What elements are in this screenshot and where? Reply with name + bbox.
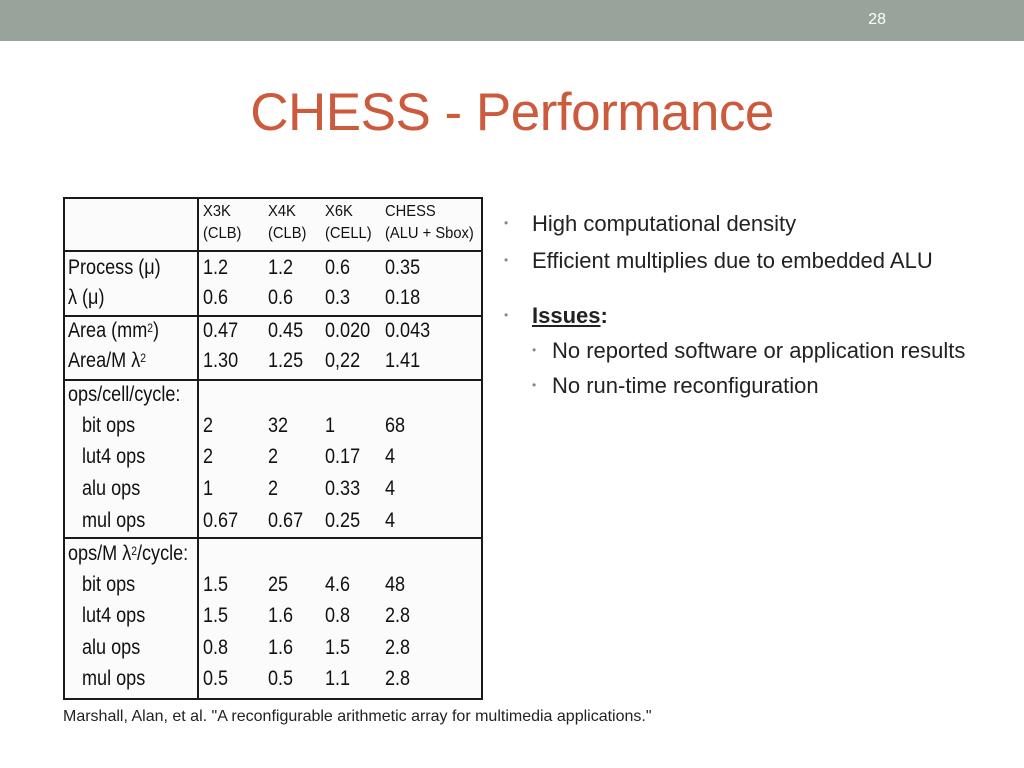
table-cell: 0.67 (203, 509, 239, 532)
table-row-label: mul ops (82, 667, 146, 690)
citation: Marshall, Alan, et al. "A reconfigurable arithmetic array for multimedia applications." (63, 708, 652, 725)
table-cell: 0.3 (325, 286, 351, 309)
table-cell: 25 (268, 573, 289, 596)
table-cell: 1.41 (385, 349, 421, 372)
table-cell: 1 (325, 414, 336, 437)
table-row-label: lut4 ops (82, 445, 146, 468)
table-cell: 1.6 (268, 604, 294, 627)
performance-table (63, 197, 483, 700)
table-cell: 1.2 (203, 256, 229, 279)
table-cell: 1.5 (325, 636, 351, 659)
table-cell: 1.30 (203, 349, 239, 372)
bullet-item (500, 208, 980, 239)
table-cell: 0.47 (203, 319, 239, 342)
table-cell: 0.67 (268, 509, 304, 532)
table-cell: 0.8 (203, 636, 229, 659)
table-cell: 2 (203, 414, 214, 437)
table-section-label: ops/M $\lambda^2$/cycle: (68, 542, 189, 565)
table-header-cell: X3K (203, 203, 231, 220)
table-row-label: mul ops (82, 509, 146, 532)
table-cell: 4.6 (325, 573, 351, 596)
table-cell: 0.8 (325, 604, 351, 627)
table-row-label: bit ops (82, 414, 136, 437)
issues-heading: Issues (532, 303, 601, 328)
table-cell: 1.6 (268, 636, 294, 659)
table-cell: 1.5 (203, 573, 229, 596)
bullet-text: Efficient multiplies due to embedded ALU (532, 248, 933, 273)
table-header-cell: X6K (325, 203, 353, 220)
table-cell: 2 (268, 477, 279, 500)
table-cell: 48 (385, 573, 406, 596)
sub-bullet-item (500, 370, 980, 401)
sub-bullet-item (500, 335, 980, 366)
table-cell: 0.6 (268, 286, 294, 309)
table-cell: 4 (385, 445, 396, 468)
table-cell: 0.5 (268, 667, 294, 690)
table-section-label: ops/cell/cycle: (68, 383, 181, 406)
bullet-dot-icon: • (532, 378, 537, 392)
issues-colon: : (600, 303, 608, 328)
table-cell: 0.043 (385, 319, 431, 342)
table-header-cell: CHESS (385, 203, 436, 220)
sub-bullet-text: No reported software or application results (552, 338, 966, 363)
table-header-cell: (ALU + Sbox) (385, 225, 474, 242)
table-cell: 1.5 (203, 604, 229, 627)
table-cell: 0.020 (325, 319, 371, 342)
bullet-list (500, 208, 980, 401)
table-cell: 0.25 (325, 509, 361, 532)
table-cell: 1.2 (268, 256, 294, 279)
bullet-dot-icon: • (532, 343, 537, 357)
table-header-cell: (CELL) (325, 225, 372, 242)
table-cell: 1.25 (268, 349, 304, 372)
bullet-item-issues (500, 300, 980, 331)
table-cell: 1 (203, 477, 214, 500)
table-cell: 2.8 (385, 636, 411, 659)
table-row-label: alu ops (82, 477, 141, 500)
table-row-label: bit ops (82, 573, 136, 596)
bullet-item (500, 245, 980, 276)
table-row-label: alu ops (82, 636, 141, 659)
table-cell: 0.6 (325, 256, 351, 279)
table-row-label: λ (μ) (68, 286, 105, 309)
table-cell: 0.45 (268, 319, 304, 342)
table-row-label: Process (μ) (68, 256, 161, 279)
table-cell: 2.8 (385, 667, 411, 690)
bullet-dot-icon: • (504, 253, 509, 267)
table-cell: 0.35 (385, 256, 421, 279)
table-header-cell: X4K (268, 203, 296, 220)
slide-number: 28 (868, 11, 886, 28)
table-cell: 0.17 (325, 445, 361, 468)
table-cell: 0.33 (325, 477, 361, 500)
sub-bullet-text: No run-time reconfiguration (552, 373, 819, 398)
bullet-dot-icon: • (504, 216, 509, 230)
bullet-text: High computational density (532, 211, 797, 236)
slide-title: CHESS - Performance (250, 83, 774, 142)
table-cell: 4 (385, 509, 396, 532)
table-cell: 0,22 (325, 349, 361, 372)
table-cell: 0.5 (203, 667, 229, 690)
table-header-cell: (CLB) (268, 225, 307, 242)
table-cell: 32 (268, 414, 289, 437)
table-header-cell: (CLB) (203, 225, 242, 242)
table-cell: 0.6 (203, 286, 229, 309)
table-cell: 68 (385, 414, 406, 437)
bullet-dot-icon: • (504, 308, 509, 322)
table-cell: 4 (385, 477, 396, 500)
table-row-label: Area $(mm^2)$ (68, 319, 160, 342)
table-cell: 2.8 (385, 604, 411, 627)
table-row-label: Area/M $\lambda^2$ (68, 349, 147, 372)
table-cell: 1.1 (325, 667, 351, 690)
table-cell: 2 (203, 445, 214, 468)
table-row-label: lut4 ops (82, 604, 146, 627)
table-cell: 0.18 (385, 286, 421, 309)
top-bar (0, 0, 1024, 41)
table-cell: 2 (268, 445, 279, 468)
